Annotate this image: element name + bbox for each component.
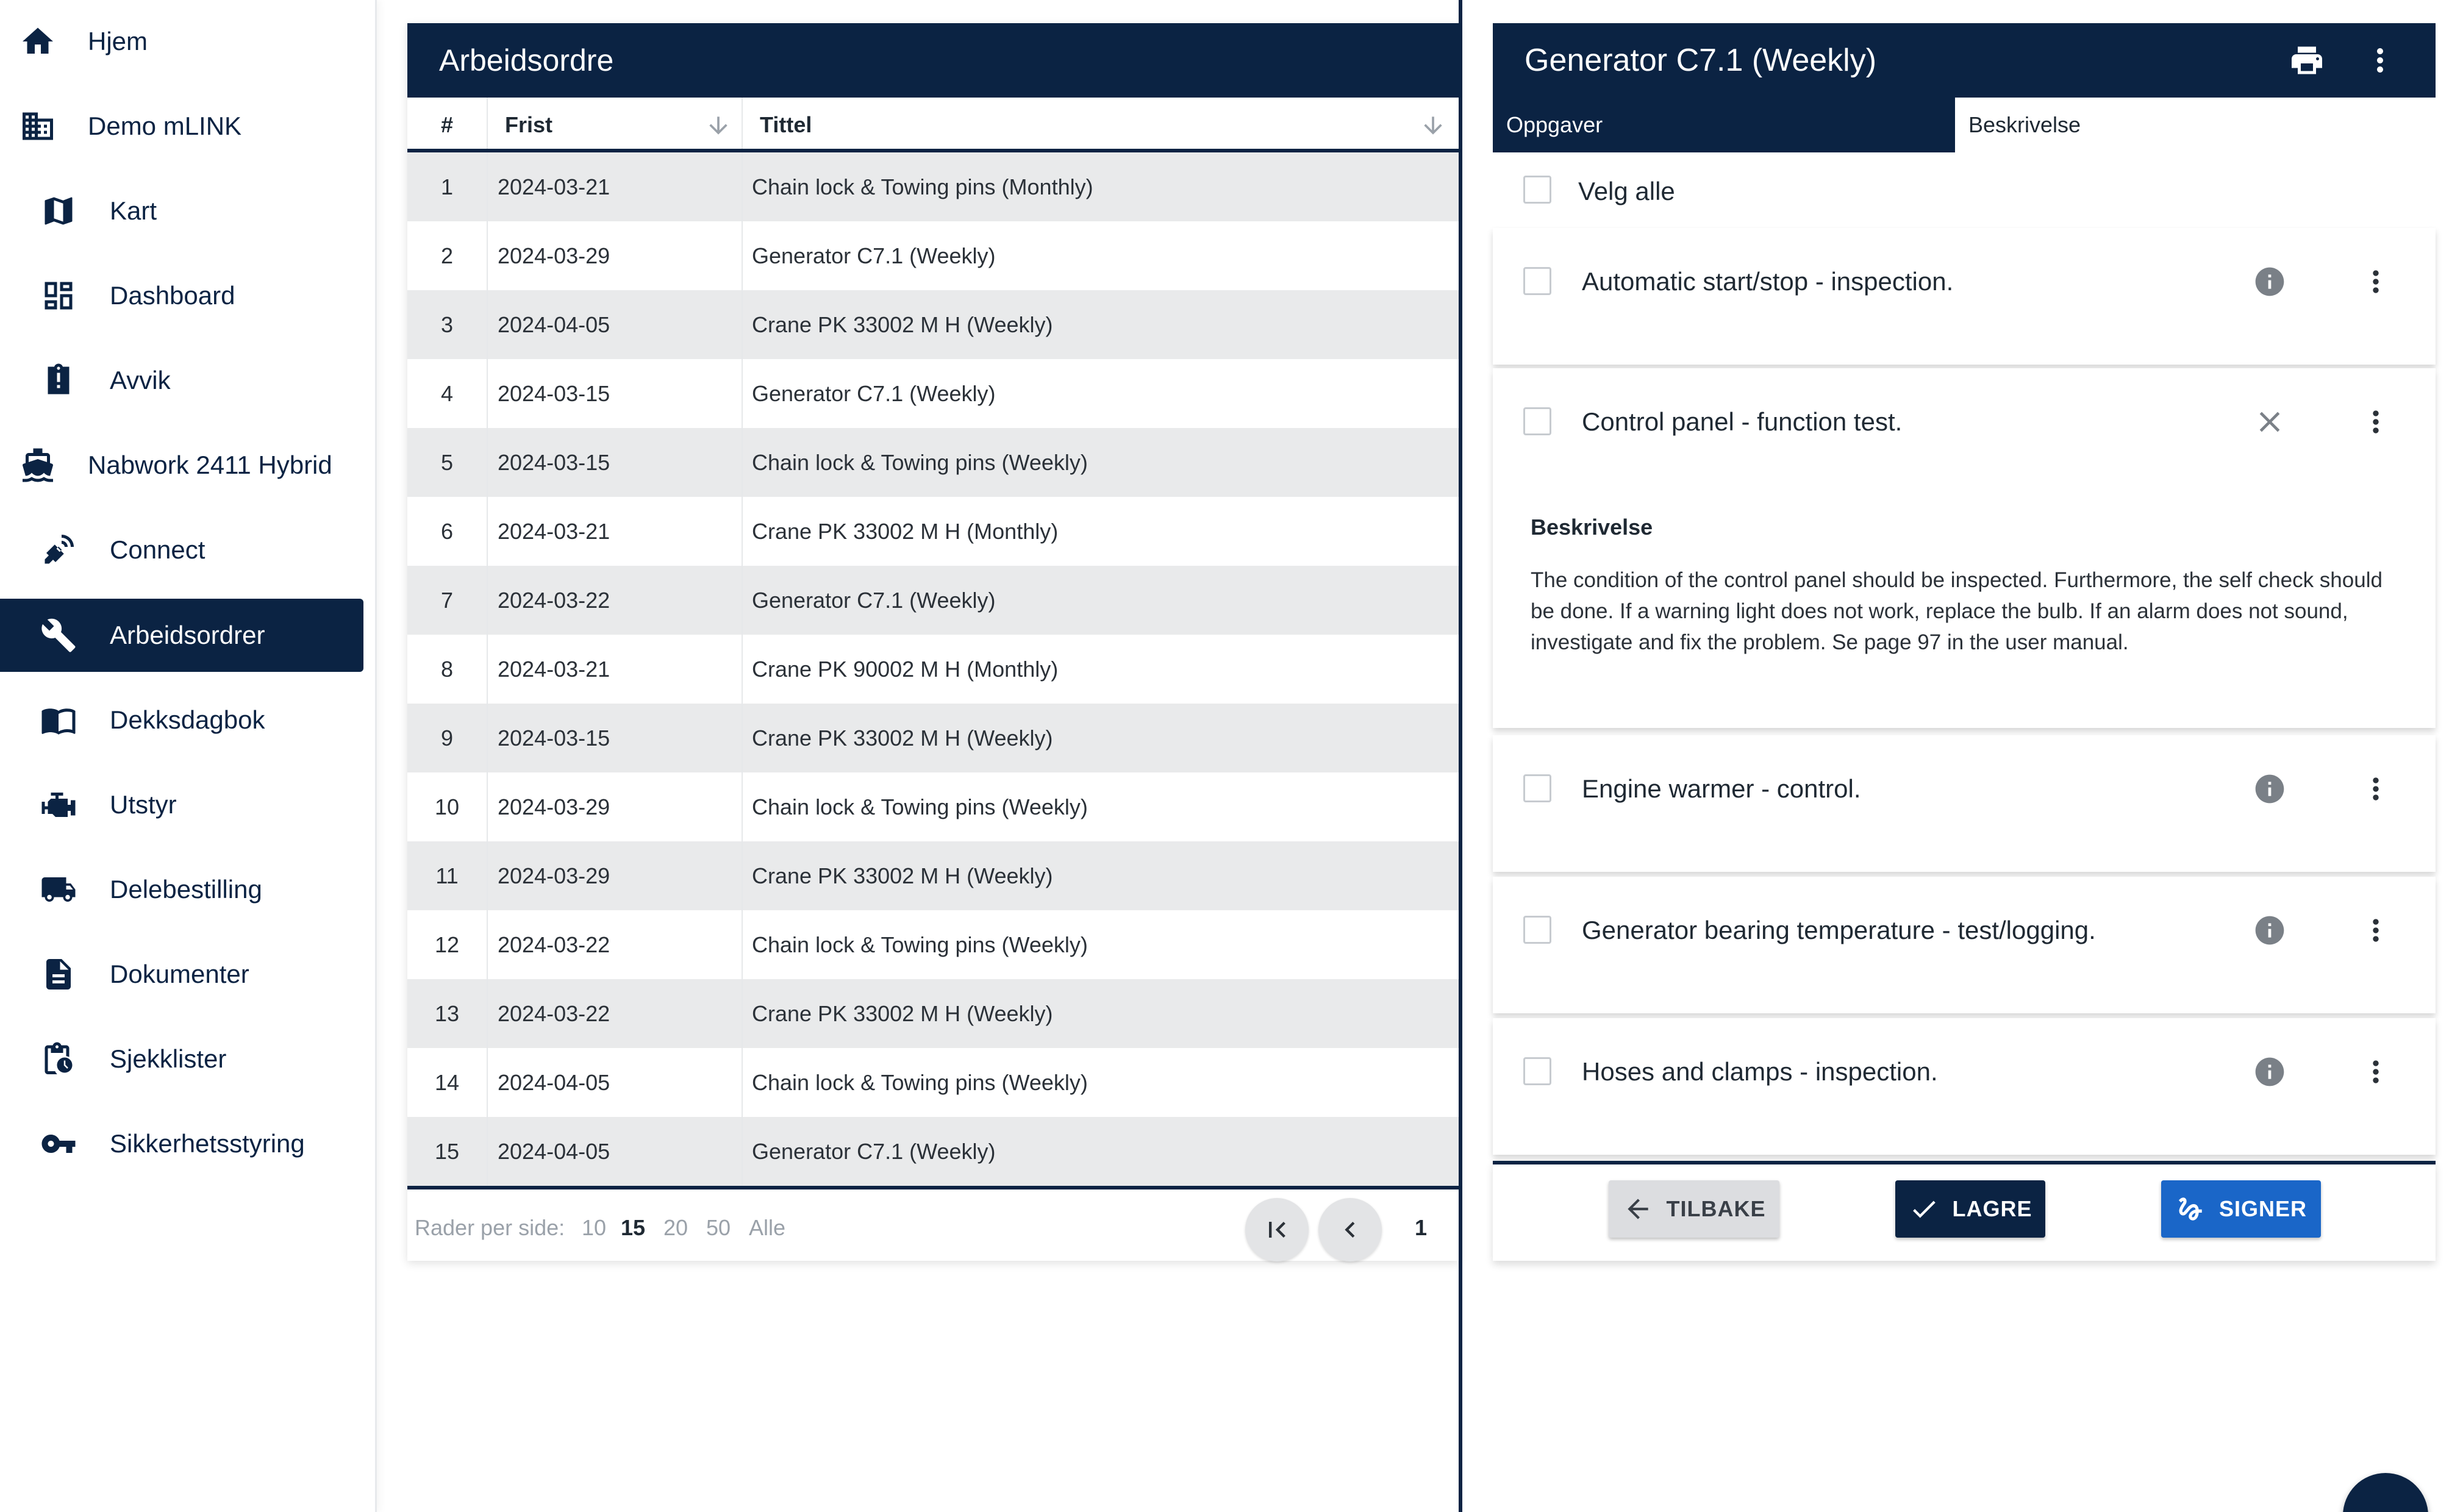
- task-checkbox[interactable]: [1523, 774, 1551, 802]
- home-icon: [13, 17, 62, 66]
- rows-option[interactable]: 10: [582, 1215, 607, 1240]
- map-icon: [34, 187, 83, 235]
- wrench-icon: [34, 611, 83, 660]
- task-label: Control panel - function test.: [1582, 407, 1903, 436]
- row-due-date: 2024-03-21: [498, 518, 610, 544]
- panel-divider[interactable]: [1459, 0, 1462, 1512]
- satellite-icon: [34, 526, 83, 574]
- more-vert-icon[interactable]: [2359, 1055, 2393, 1089]
- arrow-left-icon: [1623, 1194, 1653, 1224]
- row-number: 10: [434, 794, 460, 819]
- task-label: Engine warmer - control.: [1582, 774, 1861, 803]
- select-all-label: Velg alle: [1578, 177, 1675, 205]
- task-checkbox[interactable]: [1523, 407, 1551, 435]
- row-due-date: 2024-04-05: [498, 1138, 610, 1164]
- sidebar-item-label: Sjekklister: [110, 1044, 227, 1073]
- previous-page-button[interactable]: [1318, 1198, 1382, 1261]
- sidebar-item-label: Nabwork 2411 Hybrid: [88, 451, 332, 479]
- sidebar-item-dashboard[interactable]: [0, 259, 363, 332]
- rows-option[interactable]: 50: [706, 1215, 731, 1240]
- row-title: Crane PK 33002 M H (Weekly): [752, 725, 1053, 751]
- table-row[interactable]: [407, 359, 1459, 428]
- sidebar-item-arbeidsordrer[interactable]: [0, 599, 363, 672]
- row-due-date: 2024-03-22: [498, 587, 610, 613]
- clipboard-clock-icon: [34, 1035, 83, 1083]
- info-icon[interactable]: [2253, 772, 2287, 806]
- row-title: Crane PK 90002 M H (Monthly): [752, 656, 1059, 682]
- sidebar-item-dekksdagbok[interactable]: [0, 683, 363, 757]
- table-row[interactable]: [407, 290, 1459, 359]
- sidebar-item-label: Arbeidsordrer: [110, 621, 265, 649]
- sidebar-item-vessel[interactable]: [0, 429, 363, 502]
- sidebar-item-label: Demo mLINK: [88, 112, 242, 140]
- building-icon: [13, 102, 62, 151]
- check-icon: [1909, 1194, 1939, 1224]
- row-title: Crane PK 33002 M H (Monthly): [752, 518, 1059, 544]
- row-due-date: 2024-03-29: [498, 243, 610, 268]
- first-page-button[interactable]: [1245, 1198, 1309, 1261]
- row-title: Generator C7.1 (Weekly): [752, 587, 996, 613]
- task-item: [1493, 735, 2436, 872]
- info-icon[interactable]: [2253, 265, 2287, 299]
- row-title: Crane PK 33002 M H (Weekly): [752, 312, 1053, 337]
- row-due-date: 2024-03-29: [498, 794, 610, 819]
- book-icon: [34, 696, 83, 744]
- row-title: Chain lock & Towing pins (Weekly): [752, 932, 1088, 957]
- row-due-date: 2024-03-22: [498, 932, 610, 957]
- row-due-date: 2024-04-05: [498, 312, 610, 337]
- print-icon[interactable]: [2286, 39, 2328, 82]
- row-due-date: 2024-04-05: [498, 1069, 610, 1095]
- tab-oppgaver[interactable]: Oppgaver: [1493, 98, 1955, 152]
- row-title: Crane PK 33002 M H (Weekly): [752, 1000, 1053, 1026]
- back-button-label: TILBAKE: [1666, 1196, 1766, 1221]
- sidebar-item-connect[interactable]: [0, 513, 363, 587]
- sidebar-item-utstyr[interactable]: [0, 768, 363, 841]
- sidebar-item-label: Kart: [110, 196, 157, 225]
- detail-title: Generator C7.1 (Weekly): [1525, 43, 1877, 78]
- sidebar-item-label: Delebestilling: [110, 875, 262, 904]
- sidebar: [0, 0, 377, 1512]
- description-title: Beskrivelse: [1531, 515, 1653, 540]
- row-title: Generator C7.1 (Weekly): [752, 243, 996, 268]
- row-due-date: 2024-03-21: [498, 174, 610, 199]
- sidebar-item-label: Connect: [110, 535, 206, 564]
- rows-option[interactable]: 20: [663, 1215, 688, 1240]
- row-title: Chain lock & Towing pins (Weekly): [752, 794, 1088, 819]
- row-title: Chain lock & Towing pins (Weekly): [752, 449, 1088, 475]
- task-label: Hoses and clamps - inspection.: [1582, 1057, 1938, 1086]
- table-row[interactable]: [407, 635, 1459, 704]
- sidebar-item-dokumenter[interactable]: [0, 938, 363, 1011]
- row-number: 9: [440, 725, 454, 751]
- table-row[interactable]: [407, 428, 1459, 497]
- rows-option[interactable]: Alle: [749, 1215, 786, 1240]
- row-due-date: 2024-03-21: [498, 656, 610, 682]
- table-row[interactable]: [407, 1117, 1459, 1186]
- rows-per-page-label: Rader per side:: [415, 1215, 565, 1240]
- table-row[interactable]: [407, 704, 1459, 772]
- select-all-checkbox[interactable]: [1523, 176, 1551, 204]
- table-footer: [407, 1189, 1459, 1263]
- row-title: Generator C7.1 (Weekly): [752, 1138, 996, 1164]
- sidebar-item-label: Hjem: [88, 27, 148, 55]
- rows-option-selected[interactable]: 15: [621, 1215, 646, 1240]
- column-title[interactable]: Tittel: [760, 112, 812, 137]
- sidebar-item-delebestilling[interactable]: [0, 853, 363, 926]
- save-button-label: LAGRE: [1952, 1196, 2032, 1221]
- sidebar-item-label: Avvik: [110, 366, 171, 394]
- column-due[interactable]: Frist: [505, 112, 553, 137]
- table-body: [407, 152, 1459, 1189]
- more-vert-icon[interactable]: [2359, 265, 2393, 299]
- row-number: 8: [440, 656, 454, 682]
- detail-panel: [1493, 23, 2436, 1261]
- table-row[interactable]: [407, 841, 1459, 910]
- sign-button[interactable]: [2161, 1180, 2321, 1238]
- task-item: [1493, 228, 2436, 365]
- row-title: Generator C7.1 (Weekly): [752, 380, 996, 406]
- task-checkbox[interactable]: [1523, 1057, 1551, 1085]
- back-button[interactable]: [1609, 1180, 1779, 1238]
- sidebar-item-label: Dashboard: [110, 281, 235, 310]
- select-all-row: [1493, 152, 2436, 226]
- more-vert-icon[interactable]: [2359, 913, 2393, 947]
- task-label: Generator bearing temperature - test/logging.: [1582, 916, 2096, 944]
- task-label: Automatic start/stop - inspection.: [1582, 267, 1954, 296]
- task-item-expanded: [1493, 368, 2436, 728]
- row-number: 11: [435, 863, 459, 888]
- task-item: [1493, 877, 2436, 1013]
- table-row[interactable]: [407, 152, 1459, 221]
- more-vert-icon[interactable]: [2359, 39, 2401, 82]
- key-icon: [34, 1119, 83, 1168]
- row-title: Chain lock & Towing pins (Weekly): [752, 1069, 1088, 1095]
- row-number: 4: [440, 380, 454, 406]
- table-row[interactable]: [407, 566, 1459, 635]
- close-icon[interactable]: [2253, 405, 2287, 439]
- row-due-date: 2024-03-15: [498, 449, 610, 475]
- table-header: [407, 98, 1459, 152]
- engine-icon: [34, 780, 83, 829]
- column-number: #: [440, 112, 454, 137]
- table-row[interactable]: [407, 772, 1459, 841]
- table-row[interactable]: [407, 979, 1459, 1048]
- ship-icon: [13, 441, 62, 490]
- sidebar-item-label: Sikkerhetsstyring: [110, 1129, 305, 1158]
- task-checkbox[interactable]: [1523, 916, 1551, 944]
- dashboard-icon: [34, 271, 83, 320]
- more-vert-icon[interactable]: [2359, 405, 2393, 439]
- row-number: 5: [440, 449, 454, 475]
- sidebar-item-demo-mlink[interactable]: [0, 90, 363, 163]
- current-page: 1: [1415, 1215, 1428, 1240]
- row-number: 1: [440, 174, 454, 199]
- row-title: Crane PK 33002 M H (Weekly): [752, 863, 1053, 888]
- chevron-left-icon: [1334, 1214, 1366, 1246]
- sidebar-item-kart[interactable]: [0, 174, 363, 248]
- task-checkbox[interactable]: [1523, 267, 1551, 295]
- row-number: 6: [440, 518, 454, 544]
- row-due-date: 2024-03-22: [498, 1000, 610, 1026]
- sidebar-item-label: Utstyr: [110, 790, 177, 819]
- first-page-icon: [1261, 1214, 1293, 1246]
- row-number: 2: [440, 243, 454, 268]
- row-number: 15: [434, 1138, 460, 1164]
- save-button[interactable]: [1895, 1180, 2045, 1238]
- row-due-date: 2024-03-15: [498, 380, 610, 406]
- sidebar-item-label: Dekksdagbok: [110, 705, 265, 734]
- sidebar-item-sjekklister[interactable]: [0, 1022, 363, 1096]
- sidebar-item-sikkerhetsstyring[interactable]: [0, 1107, 363, 1180]
- document-icon: [34, 950, 83, 999]
- work-order-title: Arbeidsordre: [407, 23, 1459, 98]
- row-number: 14: [434, 1069, 460, 1095]
- alert-clipboard-icon: [34, 356, 83, 405]
- description-text: The condition of the control panel should be inspected. Furthermore, the self check should be done. If a warning light does not work, replace the bulb. If an alarm does not sound, investigate and fix the problem. Se page 97 in the user manual.: [1531, 568, 2383, 654]
- row-due-date: 2024-03-15: [498, 725, 610, 751]
- task-item: [1493, 1018, 2436, 1155]
- floating-action-button[interactable]: [2343, 1473, 2428, 1512]
- action-bar: [1493, 1161, 2436, 1261]
- work-order-panel: [407, 23, 1459, 1261]
- row-number: 3: [440, 312, 454, 337]
- row-number: 12: [434, 932, 460, 957]
- table-row[interactable]: [407, 221, 1459, 290]
- table-row[interactable]: [407, 1048, 1459, 1117]
- info-icon[interactable]: [2253, 1055, 2287, 1089]
- sidebar-item-hjem[interactable]: [0, 5, 363, 78]
- signature-icon: [2175, 1194, 2206, 1224]
- sign-button-label: SIGNER: [2218, 1196, 2307, 1221]
- row-title: Chain lock & Towing pins (Monthly): [752, 174, 1093, 199]
- sidebar-item-label: Dokumenter: [110, 960, 249, 988]
- detail-header: [1493, 23, 2436, 98]
- row-due-date: 2024-03-29: [498, 863, 610, 888]
- tab-beskrivelse[interactable]: Beskrivelse: [1955, 98, 2436, 152]
- more-vert-icon[interactable]: [2359, 772, 2393, 806]
- table-row[interactable]: [407, 497, 1459, 566]
- info-icon[interactable]: [2253, 913, 2287, 947]
- sort-arrow-icon[interactable]: [705, 112, 732, 139]
- row-number: 13: [434, 1000, 460, 1026]
- table-row[interactable]: [407, 910, 1459, 979]
- row-number: 7: [440, 587, 454, 613]
- truck-icon: [34, 865, 83, 914]
- detail-tabs: [1493, 98, 2436, 152]
- sort-arrow-icon[interactable]: [1420, 112, 1446, 139]
- sidebar-item-avvik[interactable]: [0, 344, 363, 417]
